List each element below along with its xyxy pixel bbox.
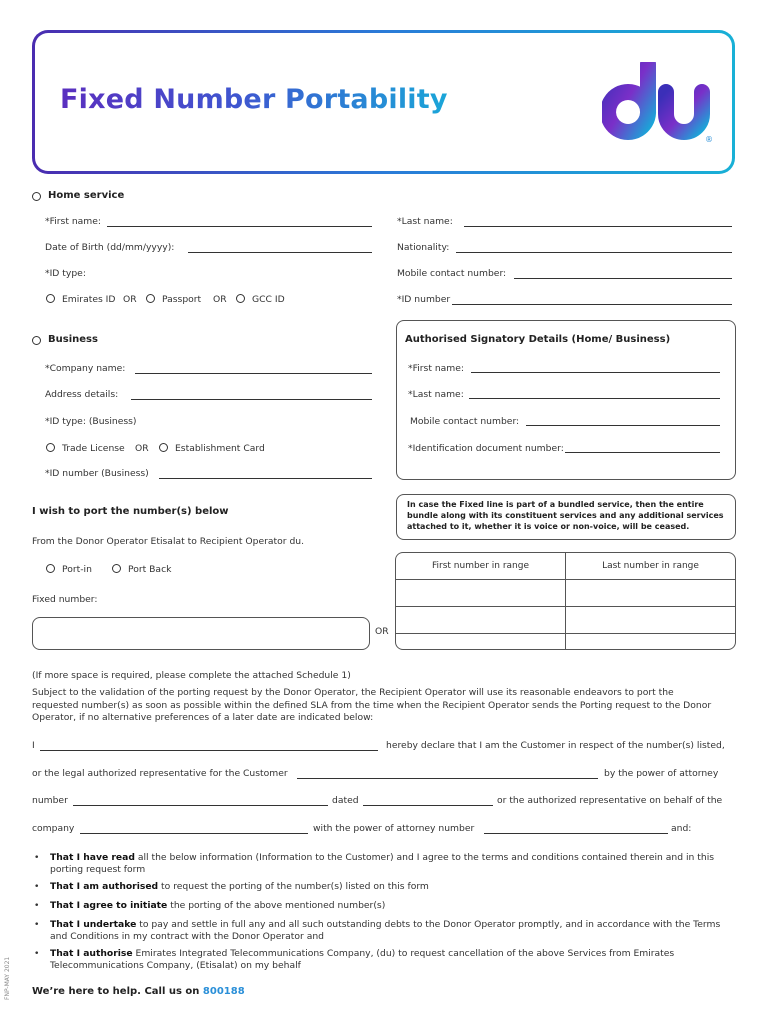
range-cell[interactable] <box>396 580 566 607</box>
signatory-id-doc-label: *Identification document number: <box>408 443 564 454</box>
consent-list <box>32 852 732 972</box>
subject-paragraph: Subject to the validation of the porting request by the Donor Operator, the Recipient Operator will use its reasonable endeavors to port the requested number(s) as soon as possible within the defined SLA from the time when the Recipient Operator sends the Porting request to the Donor Operator, if no alternative preferences of a later date are indicated below: <box>32 687 712 723</box>
registered-mark: ® <box>705 135 713 144</box>
emirates-id-label: Emirates ID <box>62 294 116 305</box>
dated-text: dated <box>332 795 359 806</box>
range-cell[interactable] <box>566 634 736 651</box>
passport-label: Passport <box>162 294 202 305</box>
port-in-radio[interactable] <box>46 564 55 573</box>
list-item: • That I agree to initiate the porting of the above mentioned number(s) <box>34 900 386 911</box>
with-power-text: with the power of attorney number <box>313 823 475 834</box>
home-last-name-label: *Last name: <box>397 216 453 227</box>
first-number-header: First number in range <box>396 553 566 580</box>
business-heading: Business <box>48 334 98 345</box>
page-title: Fixed Number Portability <box>60 84 448 115</box>
list-item: • That I am authorised to request the porting of the number(s) listed on this form <box>34 881 429 892</box>
port-heading: I wish to port the number(s) below <box>32 506 229 517</box>
range-cell[interactable] <box>396 607 566 634</box>
or-label: OR <box>375 626 389 637</box>
establishment-card-radio[interactable] <box>159 443 168 452</box>
form-code: FNP-MAY 2021 <box>4 956 11 1000</box>
fixed-number-label: Fixed number: <box>32 594 98 605</box>
schedule-note: (If more space is required, please complete the attached Schedule 1) <box>32 670 351 681</box>
home-last-name-field[interactable] <box>464 226 732 227</box>
port-back-label: Port Back <box>128 564 172 575</box>
behalf-text: or the authorized representative on behalf of the <box>497 795 723 806</box>
fixed-number-field[interactable] <box>32 617 370 650</box>
home-id-type-label: *ID type: <box>45 268 86 279</box>
port-in-label: Port-in <box>62 564 92 575</box>
signatory-id-doc-field[interactable] <box>565 452 720 453</box>
number-text: number <box>32 795 68 806</box>
establishment-card-label: Establishment Card <box>175 443 265 454</box>
company-name-label: *Company name: <box>45 363 126 374</box>
attorney-number-field[interactable] <box>73 805 328 806</box>
trade-license-label: Trade License <box>62 443 125 454</box>
business-id-number-label: *ID number (Business) <box>45 468 149 479</box>
address-field[interactable] <box>131 399 372 400</box>
home-id-number-label: *ID number <box>397 294 451 305</box>
dated-field[interactable] <box>363 805 493 806</box>
home-nationality-field[interactable] <box>456 252 732 253</box>
trade-license-radio[interactable] <box>46 443 55 452</box>
company-field[interactable] <box>80 833 308 834</box>
business-id-type-label: *ID type: (Business) <box>45 416 137 427</box>
home-first-name-label: *First name: <box>45 216 101 227</box>
customer-name-field[interactable] <box>297 778 598 779</box>
donor-text: From the Donor Operator Etisalat to Recipient Operator du. <box>32 536 305 547</box>
company-text: company <box>32 823 75 834</box>
or-label: OR <box>135 443 149 454</box>
business-radio[interactable] <box>32 336 41 345</box>
power-number-field[interactable] <box>484 833 668 834</box>
phone-link[interactable]: 800188 <box>202 986 245 997</box>
home-nationality-label: Nationality: <box>397 242 450 253</box>
port-back-radio[interactable] <box>112 564 121 573</box>
signatory-first-name-label: *First name: <box>408 363 464 374</box>
declaration-i: I <box>32 740 35 751</box>
and-text: and: <box>671 823 692 834</box>
signatory-heading: Authorised Signatory Details (Home/ Business) <box>405 334 671 345</box>
signatory-mobile-label: Mobile contact number: <box>410 416 520 427</box>
last-number-header: Last number in range <box>566 553 736 580</box>
or-label: OR <box>123 294 137 305</box>
help-line <box>32 986 245 997</box>
signatory-last-name-field[interactable] <box>469 398 720 399</box>
gcc-id-label: GCC ID <box>252 294 285 305</box>
du-logo <box>602 62 720 146</box>
help-text: We’re here to help. Call us on <box>32 986 200 997</box>
list-item: • That I authorise Emirates Integrated Telecommunications Company, (du) to request cancellation of the above Services from Emirates Telecommunications Company, (Etisalat) on my behalf <box>34 948 675 971</box>
power-of-attorney-text: by the power of attorney <box>604 768 719 779</box>
home-dob-label: Date of Birth (dd/mm/yyyy): <box>45 242 175 253</box>
declarant-name-field[interactable] <box>40 750 378 751</box>
home-service-heading: Home service <box>48 190 125 201</box>
range-cell[interactable] <box>396 634 566 651</box>
gcc-id-radio[interactable] <box>236 294 245 303</box>
bundle-notice: In case the Fixed line is part of a bundled service, then the entire bundle along with its constituent services and any additional services attached to it, whether it is voice or non-voice, will be ceased. <box>407 500 724 531</box>
legal-rep-text: or the legal authorized representative for the Customer <box>32 768 288 779</box>
business-id-number-field[interactable] <box>159 478 372 479</box>
home-dob-field[interactable] <box>188 252 372 253</box>
home-id-number-field[interactable] <box>452 304 732 305</box>
home-mobile-field[interactable] <box>514 278 732 279</box>
home-service-radio[interactable] <box>32 192 41 201</box>
signatory-first-name-field[interactable] <box>471 372 720 373</box>
company-name-field[interactable] <box>135 373 372 374</box>
list-item: • That I have read all the below information (Information to the Customer) and I agree to the terms and conditions contained therein and in this porting request form <box>34 852 715 875</box>
emirates-id-radio[interactable] <box>46 294 55 303</box>
range-cell[interactable] <box>566 580 736 607</box>
signatory-mobile-field[interactable] <box>526 425 720 426</box>
list-item: • That I undertake to pay and settle in full any and all such outstanding debts to the Donor Operator promptly, and in accordance with the Terms and Conditions in my contract with the Donor Operator and <box>34 919 721 942</box>
signatory-last-name-label: *Last name: <box>408 389 464 400</box>
passport-radio[interactable] <box>146 294 155 303</box>
declaration-text: hereby declare that I am the Customer in respect of the number(s) listed, <box>386 740 725 751</box>
or-label: OR <box>213 294 227 305</box>
home-mobile-label: Mobile contact number: <box>397 268 507 279</box>
number-range-table <box>395 552 736 650</box>
home-first-name-field[interactable] <box>107 226 372 227</box>
range-cell[interactable] <box>566 607 736 634</box>
address-label: Address details: <box>45 389 119 400</box>
